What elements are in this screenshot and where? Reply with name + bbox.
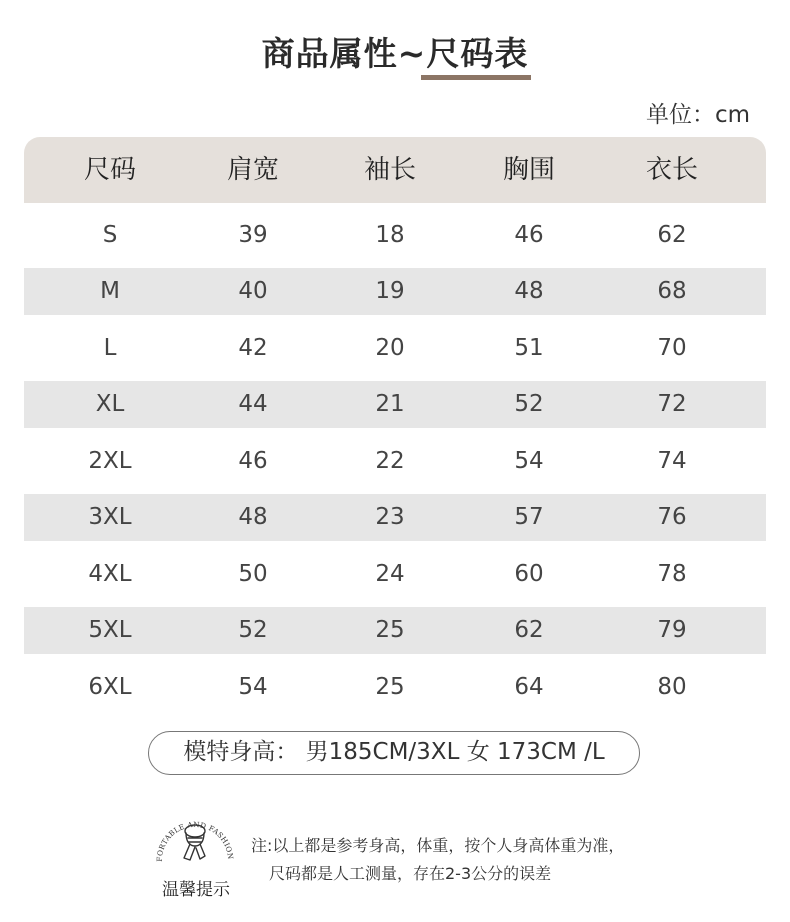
- table-row: [24, 438, 766, 485]
- scarf-icon: [150, 798, 240, 878]
- cell-shoulder: 48: [238, 504, 268, 530]
- cell-shoulder: 52: [238, 617, 268, 643]
- cell-size: XL: [95, 391, 125, 417]
- cell-length: 70: [657, 335, 687, 361]
- cell-sleeve: 19: [375, 278, 405, 304]
- table-row: [24, 381, 766, 428]
- table-row: [24, 212, 766, 259]
- unit-label: 单位：cm: [645, 102, 750, 128]
- cell-shoulder: 40: [238, 278, 268, 304]
- badge-label: 温馨提示: [162, 880, 230, 900]
- cell-shoulder: 42: [238, 335, 268, 361]
- cell-shoulder: 54: [238, 674, 268, 700]
- cell-length: 74: [657, 448, 687, 474]
- table-row: [24, 607, 766, 654]
- cell-size: 2XL: [88, 448, 132, 474]
- table-row: [24, 664, 766, 711]
- cell-sleeve: 25: [375, 617, 405, 643]
- cell-length: 72: [657, 391, 687, 417]
- cell-sleeve: 20: [375, 335, 405, 361]
- table-row: [24, 325, 766, 372]
- cell-sleeve: 21: [375, 391, 405, 417]
- cell-shoulder: 39: [238, 222, 268, 248]
- badge-arc-text: FORTABLE AND FASHION: [154, 819, 236, 862]
- header-shoulder: 肩宽: [226, 155, 279, 185]
- cell-sleeve: 24: [375, 561, 405, 587]
- cell-chest: 57: [514, 504, 544, 530]
- header-size: 尺码: [83, 155, 136, 185]
- size-table-header: [24, 137, 766, 203]
- model-height-info: 模特身高： 男185CM/3XL 女 173CM /L: [148, 731, 640, 775]
- cell-chest: 60: [514, 561, 544, 587]
- cell-shoulder: 46: [238, 448, 268, 474]
- cell-chest: 48: [514, 278, 544, 304]
- cell-sleeve: 25: [375, 674, 405, 700]
- cell-size: L: [103, 335, 117, 361]
- cell-chest: 52: [514, 391, 544, 417]
- cell-sleeve: 22: [375, 448, 405, 474]
- cell-chest: 51: [514, 335, 544, 361]
- title-underline: [421, 75, 531, 80]
- cell-length: 76: [657, 504, 687, 530]
- note-line-2: 尺码都是人工测量，存在2-3公分的误差: [269, 864, 552, 883]
- cell-length: 68: [657, 278, 687, 304]
- cell-size: S: [102, 222, 118, 248]
- cell-length: 80: [657, 674, 687, 700]
- cell-sleeve: 18: [375, 222, 405, 248]
- cell-chest: 64: [514, 674, 544, 700]
- header-sleeve: 袖长: [363, 155, 416, 185]
- cell-size: 6XL: [88, 674, 132, 700]
- cell-sleeve: 23: [375, 504, 405, 530]
- header-length: 衣长: [645, 155, 698, 185]
- cell-size: 3XL: [88, 504, 132, 530]
- cell-shoulder: 50: [238, 561, 268, 587]
- cell-size: 5XL: [88, 617, 132, 643]
- header-chest: 胸围: [502, 155, 555, 185]
- cell-length: 78: [657, 561, 687, 587]
- cell-shoulder: 44: [238, 391, 268, 417]
- cell-chest: 46: [514, 222, 544, 248]
- table-row: [24, 494, 766, 541]
- page-title: 商品属性~尺码表: [261, 34, 529, 73]
- table-row: [24, 551, 766, 598]
- cell-size: 4XL: [88, 561, 132, 587]
- cell-length: 62: [657, 222, 687, 248]
- cell-chest: 62: [514, 617, 544, 643]
- table-row: [24, 268, 766, 315]
- note-line-1: 注:以上都是参考身高，体重，按个人身高体重为准，: [251, 836, 625, 855]
- cell-length: 79: [657, 617, 687, 643]
- cell-chest: 54: [514, 448, 544, 474]
- cell-size: M: [100, 278, 120, 304]
